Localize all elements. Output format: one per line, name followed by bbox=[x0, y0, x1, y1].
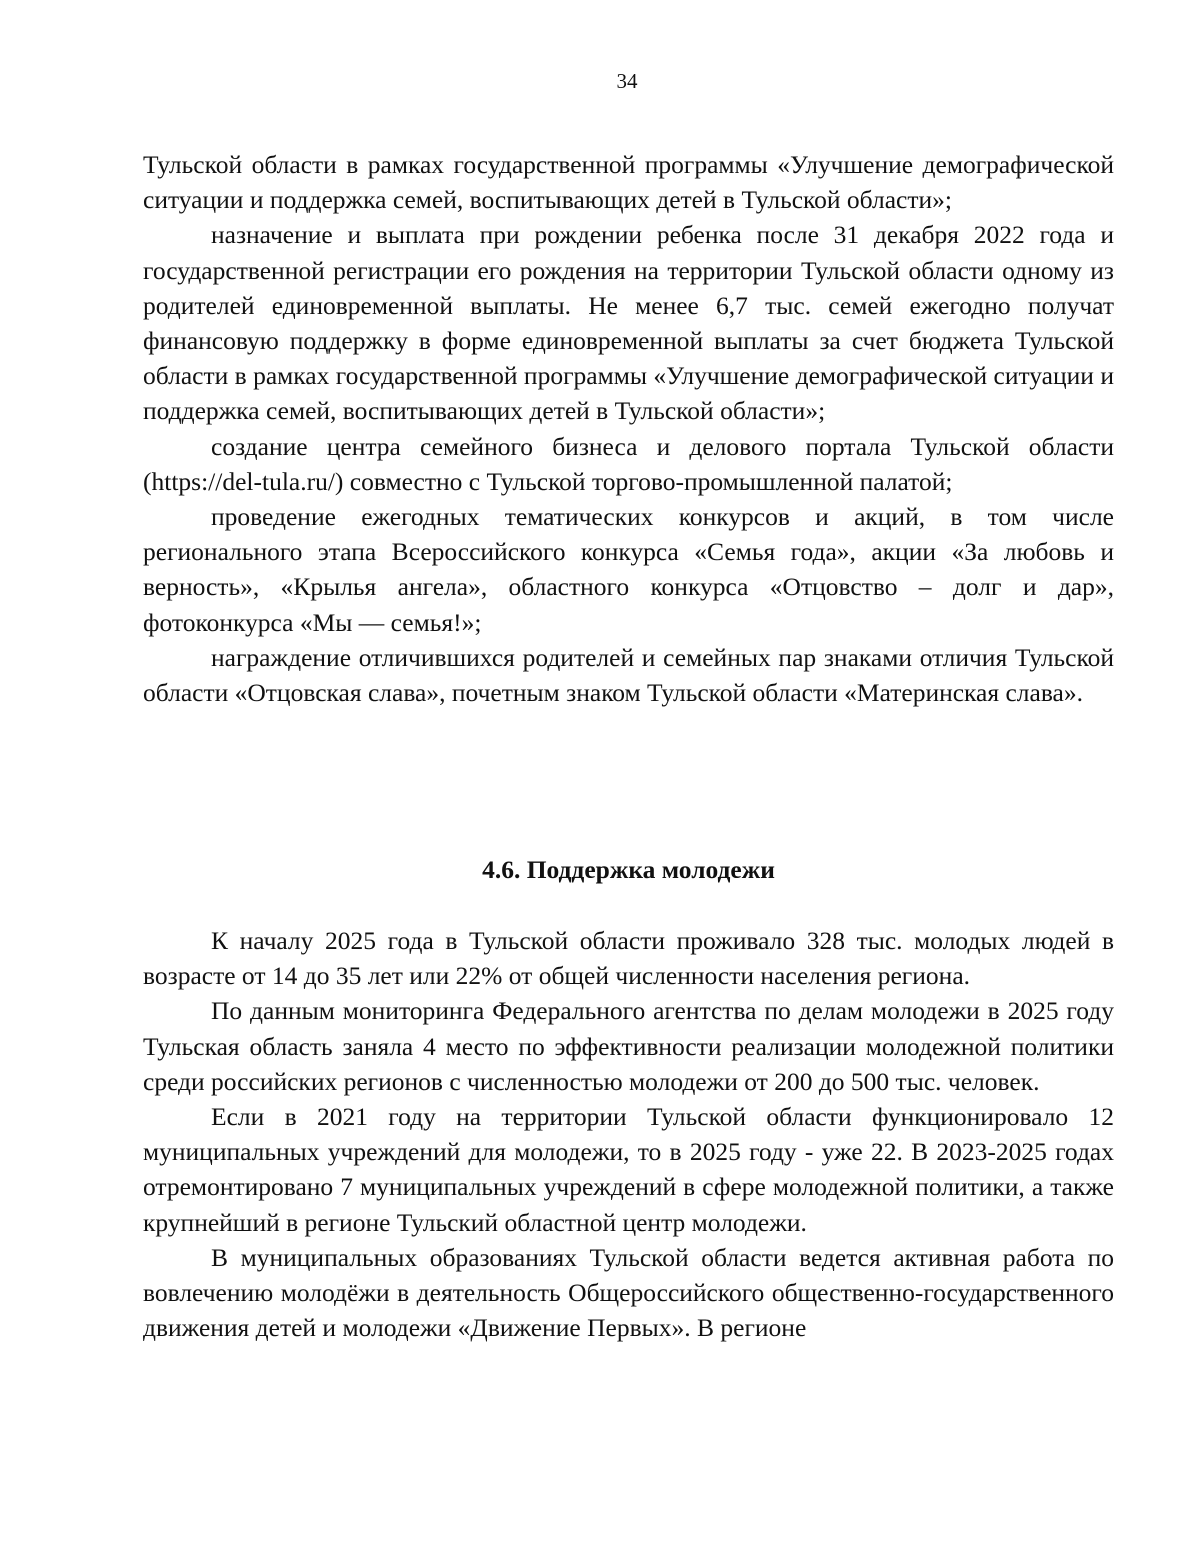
section-heading: 4.6. Поддержка молодежи bbox=[482, 855, 775, 884]
paragraph: В муниципальных образованиях Тульской области ведется активная работа по вовлечению молодёжи в деятельность Общероссийского общественно-государственного движения детей и молодежи «Движение Первых». В регионе bbox=[143, 1242, 1114, 1343]
body-text-bottom bbox=[143, 923, 1114, 1345]
paragraph-continuation: Тульской области в рамках государственной программы «Улучшение демографической ситуации и поддержка семей, воспитывающих детей в Тульской области»; bbox=[143, 150, 1114, 215]
paragraph: проведение ежегодных тематических конкурсов и акций, в том числе регионального этапа Всероссийского конкурса «Семья года», акции «За любовь и верность», «Крылья ангела», областного конкурса «Отцовство – долг и дар», фотоконкурса «Мы — семья!»; bbox=[143, 502, 1114, 637]
paragraph: создание центра семейного бизнеса и делового портала Тульской области (https://del-tula.ru/) совместно с Тульской торгово-промышленной палатой; bbox=[143, 431, 1114, 496]
paragraph: награждение отличившихся родителей и семейных пар знаками отличия Тульской области «Отцовская слава», почетным знаком Тульской области «Материнская слава». bbox=[143, 642, 1114, 708]
body-text-top bbox=[143, 147, 1114, 710]
paragraph: назначение и выплата при рождении ребенка после 31 декабря 2022 года и государственной регистрации его рождения на территории Тульской области одному из родителей единовременной выплаты. Не менее 6,7 тыс. семей ежегодно получат финансовую поддержку в форме единовременной выплаты за счет бюджета Тульской области в рамках государственной программы «Улучшение демографической ситуации и поддержка семей, воспитывающих детей в Тульской области»; bbox=[143, 220, 1114, 426]
paragraph: К началу 2025 года в Тульской области проживало 328 тыс. молодых людей в возрасте от 14 до 35 лет или 22% от общей численности населения региона. bbox=[143, 926, 1114, 991]
page-number: 34 bbox=[616, 69, 638, 93]
paragraph: Если в 2021 году на территории Тульской области функционировало 12 муниципальных учреждений для молодежи, то в 2025 году - уже 22. В 2023-2025 годах отремонтировано 7 муниципальных учреждений в сфере молодежной политики, а также крупнейший в регионе Тульский областной центр молодежи. bbox=[143, 1102, 1114, 1237]
paragraph: По данным мониторинга Федерального агентства по делам молодежи в 2025 году Тульская область заняла 4 место по эффективности реализации молодежной политики среди российских регионов с численностью молодежи от 200 до 500 тыс. человек. bbox=[143, 996, 1114, 1096]
